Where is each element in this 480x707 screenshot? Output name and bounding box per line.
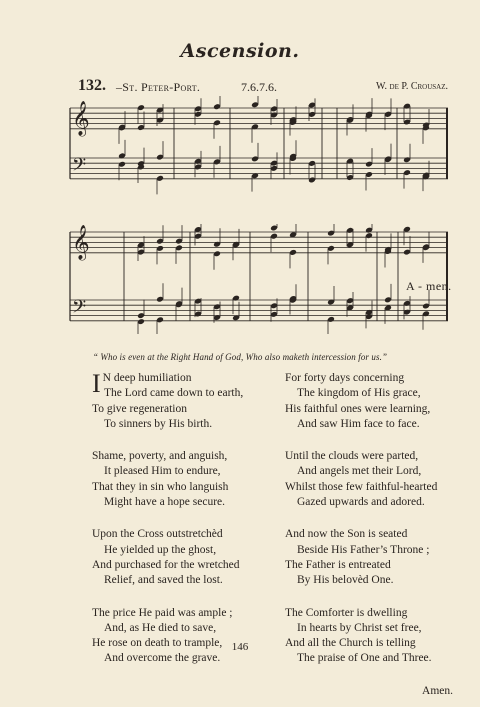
stanza	[92, 606, 272, 667]
verse-text: That they in sin who languish	[92, 480, 229, 493]
verse-text: Upon the Cross outstretchèd	[92, 528, 223, 541]
verse-line	[285, 651, 455, 666]
stanza	[285, 371, 455, 432]
hymn-header	[78, 77, 448, 96]
verse-text: The Lord came down to earth,	[104, 387, 244, 400]
treble-clef: 𝄞	[72, 101, 90, 136]
verse-text: Whilst those few faithful-hearted	[285, 480, 438, 493]
epigraph: “ Who is even at the Right Hand of God, Who also maketh intercession for us.”	[92, 352, 388, 362]
verse-text: And, as He died to save,	[104, 621, 217, 634]
bass-clef: 𝄢	[72, 155, 87, 180]
verse-text: The kingdom of His grace,	[297, 387, 421, 400]
music-staves-2	[62, 224, 448, 334]
verse-line	[285, 371, 455, 386]
music-system-2	[62, 224, 448, 334]
verse-text: And saw Him face to face.	[297, 417, 420, 430]
section-title: Ascension.	[180, 40, 300, 62]
verse-line	[92, 386, 272, 401]
verse-line	[92, 417, 272, 432]
stanza	[92, 371, 272, 432]
verse-text: It pleased Him to endure,	[104, 465, 221, 478]
verse-text: The Comforter is dwelling	[285, 606, 408, 619]
verse-text: And now the Son is seated	[285, 528, 408, 541]
music-amen-text: A - men.	[406, 279, 452, 293]
verse-line	[285, 402, 455, 417]
verse-line	[92, 606, 272, 621]
hymn-number: 132.	[78, 77, 106, 94]
hymn-composer: W. de P. Crousaz.	[376, 81, 448, 92]
verse-line	[92, 573, 272, 588]
hymn-tune: –St. Peter-Port.	[116, 80, 201, 94]
verse-line	[285, 558, 455, 573]
verse-text: Gazed upwards and adored.	[297, 496, 425, 509]
verse-text: For forty days concerning	[285, 372, 405, 384]
verse-text: The price He paid was ample ;	[92, 606, 233, 619]
verse-text: The Father is entreated	[285, 558, 391, 571]
verse-line	[285, 495, 455, 510]
verse-text: Relief, and saved the lost.	[104, 574, 223, 587]
verse-line	[92, 527, 272, 542]
verse-line	[285, 480, 455, 495]
verse-line	[285, 417, 455, 432]
verse-line	[92, 651, 272, 666]
hymn-meter: 7.6.7.6.	[241, 80, 277, 94]
verse-text: He rose on death to trample,	[92, 637, 223, 650]
verse-line	[92, 480, 272, 495]
verse-line	[285, 543, 455, 558]
verse-line	[285, 621, 455, 636]
verse-line	[285, 573, 455, 588]
verse-text: Shame, poverty, and anguish,	[92, 450, 228, 463]
verse-line	[92, 402, 272, 417]
verse-text: And overcome the grave.	[104, 652, 221, 665]
verse-text: The praise of One and Three.	[297, 652, 432, 665]
verse-text: By His belovèd One.	[297, 574, 394, 587]
stanza	[285, 606, 455, 667]
treble-clef: 𝄞	[72, 225, 90, 260]
verse-line	[92, 621, 272, 636]
stanza	[92, 449, 272, 510]
verse-text: And all the Church is telling	[285, 637, 416, 650]
verse-line	[92, 558, 272, 573]
verse-text: To give regeneration	[92, 402, 187, 415]
verse-text: Might have a hope secure.	[104, 496, 226, 509]
verse-text: In hearts by Christ set free,	[297, 621, 422, 634]
drop-cap: I	[92, 369, 101, 398]
verse-text: To sinners by His birth.	[104, 417, 213, 430]
verse-line	[285, 606, 455, 621]
verse-text: He yielded up the ghost,	[104, 543, 217, 556]
verse-text: Until the clouds were parted,	[285, 450, 419, 463]
stanza	[92, 527, 272, 588]
verse-text: His faithful ones were learning,	[285, 402, 431, 415]
verse-text: N deep humiliation	[102, 372, 192, 384]
music-staves-1	[62, 96, 448, 196]
verse-line	[92, 449, 272, 464]
verse-line	[92, 495, 272, 510]
stanza	[285, 527, 455, 588]
stanza	[285, 449, 455, 510]
verse-text: Beside His Father’s Throne ;	[297, 543, 430, 556]
page-number: 146	[231, 641, 249, 653]
bass-clef: 𝄢	[72, 297, 87, 322]
verse-text: And angels met their Lord,	[297, 465, 422, 478]
verse-line	[285, 449, 455, 464]
verse-line	[92, 464, 272, 479]
music-system-1	[62, 96, 448, 196]
verse-text: And purchased for the wretched	[92, 558, 240, 571]
amen-text: Amen.	[422, 684, 453, 697]
verse-line	[285, 527, 455, 542]
verse-line	[92, 543, 272, 558]
verses-left-column	[92, 371, 272, 684]
verse-line	[285, 464, 455, 479]
verse-line	[285, 386, 455, 401]
